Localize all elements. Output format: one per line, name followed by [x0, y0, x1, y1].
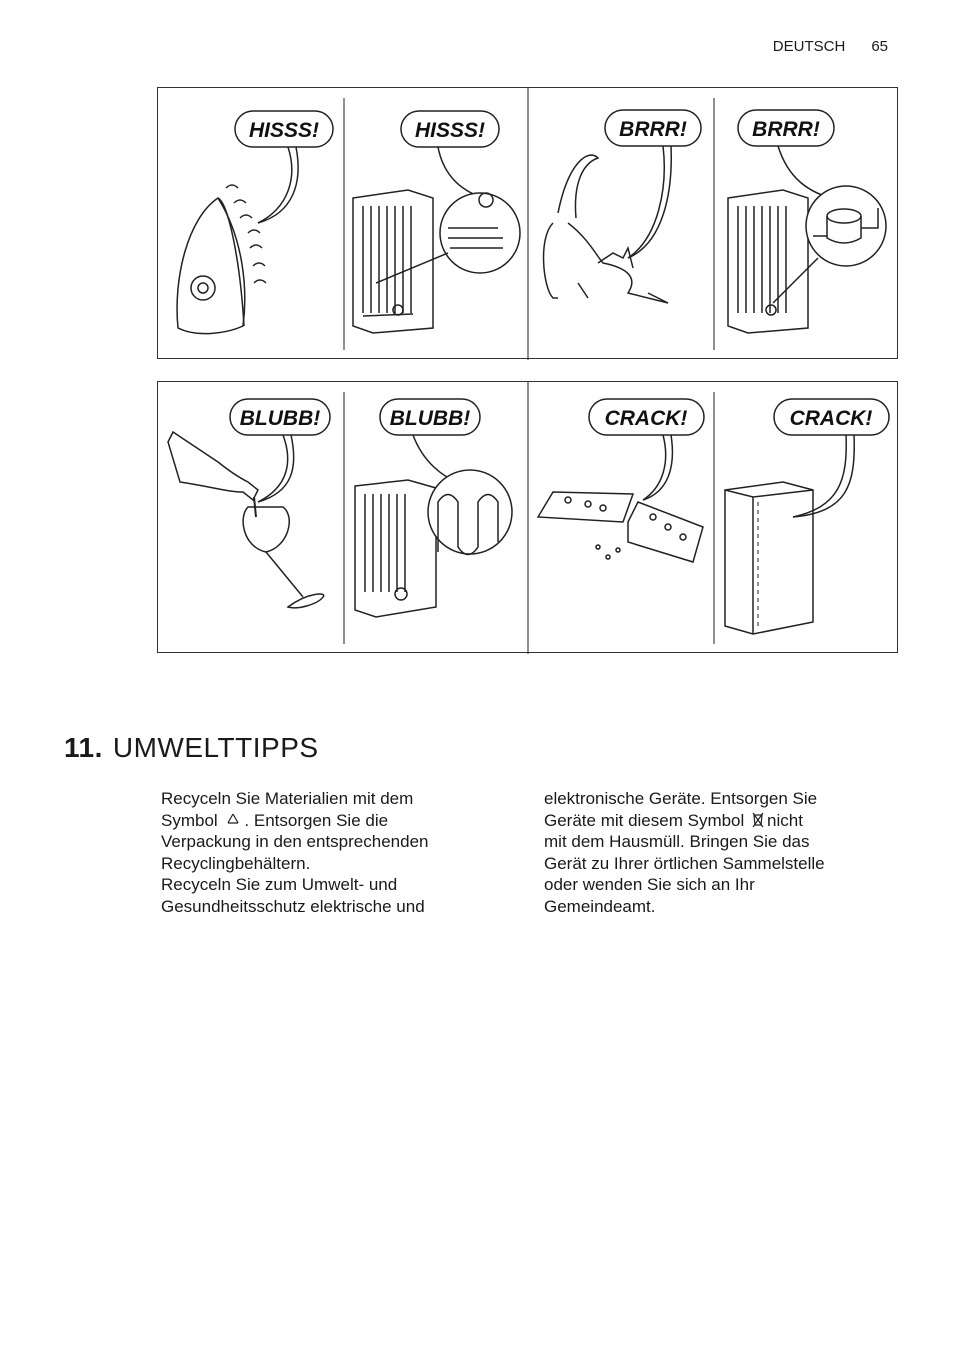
speech-bubble-brrr-1: [605, 110, 701, 258]
crossed-bin-icon: [752, 812, 764, 828]
bubble-label: BRRR!: [619, 118, 687, 141]
bubble-label: CRACK!: [789, 407, 873, 430]
fridge-front-icon: [725, 482, 813, 634]
body-line: mit dem Hausmüll. Bringen Sie das: [544, 832, 810, 851]
body-line: Gemeindeamt.: [544, 896, 656, 916]
page-number: 65: [871, 38, 888, 55]
recycle-icon: [225, 812, 241, 828]
body-line: Recyceln Sie zum Umwelt- und: [161, 875, 398, 894]
section-number: 11.: [64, 732, 103, 763]
bubble-label: BRRR!: [752, 118, 820, 141]
speech-bubble-crack-2: [774, 399, 889, 517]
body-text: Geräte mit diesem Symbol: [544, 810, 745, 830]
speech-bubble-brrr-2: [738, 110, 838, 200]
stretching-cat-icon: [544, 155, 668, 303]
bubble-label: HISSS!: [248, 119, 320, 142]
body-line: Recyceln Sie Materialien mit dem: [161, 789, 414, 808]
body-line: Gesundheitsschutz elektrische und: [161, 896, 425, 916]
body-column-left: [161, 788, 491, 917]
speech-bubble-blubb-1: [230, 399, 330, 502]
body-line: Recyclingbehältern.: [161, 853, 311, 873]
bubble-label: BLUBB!: [239, 407, 321, 430]
speech-bubble-crack-1: [589, 399, 704, 500]
section-title: [64, 732, 319, 764]
fridge-coil-icon: [355, 470, 512, 617]
body-text: . Entsorgen Sie die: [244, 810, 389, 830]
body-line: Verpackung in den entsprechenden: [161, 832, 429, 851]
body-line: Gerät zu Ihrer örtlichen Sammelstelle: [544, 853, 825, 873]
bubble-label: CRACK!: [604, 407, 688, 430]
body-column-right: [544, 788, 874, 917]
fridge-back-icon: [353, 190, 520, 333]
body-line: oder wenden Sie sich an Ihr: [544, 875, 755, 894]
wine-bottle-glass-icon: [168, 432, 324, 608]
noise-panel-top: [157, 87, 898, 359]
body-line: [161, 810, 491, 832]
noise-illustrations-top: [158, 88, 899, 360]
steam-iron-icon: [177, 185, 266, 334]
body-line: elektronische Geräte. Entsorgen Sie: [544, 789, 818, 808]
body-line: [544, 810, 874, 832]
bubble-label: BLUBB!: [389, 407, 471, 430]
page-header: [773, 38, 888, 55]
cracked-ice-tray-icon: [538, 492, 703, 562]
fridge-compressor-icon: [728, 186, 886, 333]
section-heading: UMWELTTIPPS: [112, 732, 319, 763]
bubble-label: HISSS!: [414, 119, 486, 142]
body-text: Symbol: [161, 810, 218, 830]
speech-bubble-hisss-2: [401, 111, 499, 196]
noise-illustrations-bottom: [158, 382, 899, 654]
speech-bubble-hisss-1: [235, 111, 333, 223]
noise-panel-bottom: [157, 381, 898, 653]
language-label: DEUTSCH: [772, 38, 846, 55]
body-text: nicht: [767, 810, 803, 830]
